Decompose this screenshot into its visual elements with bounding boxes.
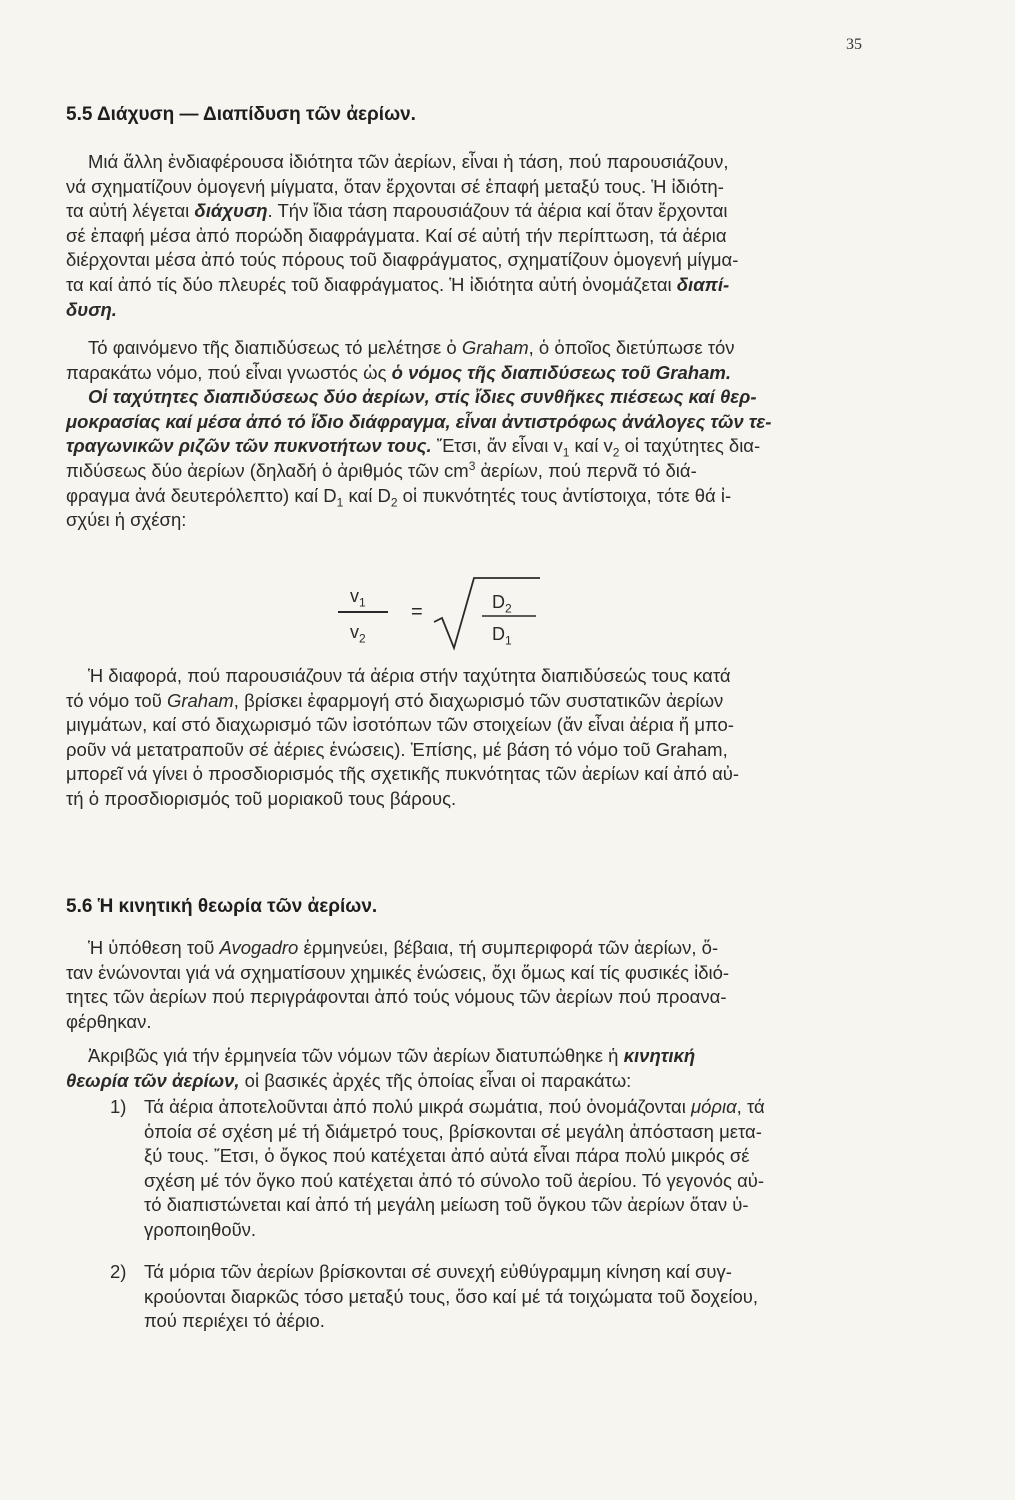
section-heading-5-6: 5.6 Ἡ κινητική θεωρία τῶν ἀερίων. <box>66 896 378 917</box>
graham-law-formula <box>320 574 560 664</box>
term-diachysi: διάχυση <box>194 200 268 222</box>
text-line: φέρθηκαν. <box>66 1010 152 1032</box>
text-line: ταν ἑνώνονται γιά νά σχηματίσουν χημικές ἑνώσεις, ὄχι ὅμως καί τίς φυσικές ἰδιό- <box>66 961 730 983</box>
name-graham: Graham <box>461 337 529 358</box>
name-graham: Graham <box>166 689 234 711</box>
list-number: 1) <box>110 1096 127 1117</box>
text-line: Ἡ ὑπόθεση τοῦ Avogadro ἑρμηνεύει, βέβαια, τή συμπεριφορά τῶν ἀερίων, ὅ- <box>88 937 719 958</box>
text-line: τό διαπιστώνεται καί ἀπό τή μεγάλη μείωση τοῦ ὄγκου τῶν ἀερίων ὅταν ὑ- <box>144 1194 749 1216</box>
page-number: 35 <box>846 36 862 53</box>
text-line: σχέση μέ τόν ὄγκο πού κατέχεται ἀπό τό σύνολο τοῦ ἀερίου. Τό γεγονός αὐ- <box>144 1169 765 1191</box>
text-line: τό νόμο τοῦ Graham, βρίσκει ἐφαρμογή στό διαχωρισμό τῶν συστατικῶν ἀερίων <box>66 689 724 711</box>
law-name: ὁ νόμος τῆς διαπιδύσεως τοῦ Graham. <box>391 361 731 383</box>
term-diapidysi: διαπί- <box>676 273 730 295</box>
text-line: ξύ τους. Ἔτσι, ὁ ὄγκος πού κατέχεται ἀπό αὐτά εἶναι πάρα πολύ μικρός σέ <box>144 1145 750 1167</box>
equals-sign: = <box>411 601 423 623</box>
text-line: ροῦν νά μετατραποῦν σέ ἀέριες ἑνώσεις). Ἐπίσης, μέ βάση τό νόμο τοῦ Graham, <box>66 738 728 760</box>
law-statement-line: μοκρασίας καί μέσα ἀπό τό ἴδιο διάφραγμα, εἶναι ἀντιστρόφως ἀνάλογες τῶν τε- <box>66 410 772 432</box>
text-line: τητες τῶν ἀερίων πού περιγράφονται ἀπό τούς νόμους τῶν ἀερίων πού προανα- <box>66 986 727 1008</box>
square-root-icon <box>432 574 542 654</box>
law-statement-line: Οἱ ταχύτητες διαπιδύσεως δύο ἀερίων, στίς ἴδιες συνθῆκες πιέσεως καί θερ- <box>88 386 757 408</box>
formula-d1: $D_1$ <box>492 624 512 648</box>
section-5-5-paragraph-1 <box>66 150 892 322</box>
text-line: νά σχηματίζουν ὁμογενή μίγματα, ὅταν ἔρχονται σέ ἐπαφή μεταξύ τους. Ἡ ἰδιότη- <box>66 175 724 197</box>
text-line: θεωρία τῶν ἀερίων, οἱ βασικές ἀρχές τῆς ὁποίας εἶναι οἱ παρακάτω: <box>66 1069 632 1091</box>
text-line: πού περιέχει τό ἀέριο. <box>144 1310 325 1332</box>
text-line: παρακάτω νόμο, πού εἶναι γνωστός ὡς ὁ νόμος τῆς διαπιδύσεως τοῦ Graham. <box>66 361 731 383</box>
section-5-5-paragraph-3 <box>66 664 892 812</box>
text-line: σέ ἐπαφή μέσα ἀπό πορώδη διαφράγματα. Καί σέ αὐτή τήν περίπτωση, τά ἀέρια <box>66 224 727 246</box>
section-5-6-paragraph-1 <box>66 936 892 1034</box>
formula-d2: $D_2$ <box>492 592 512 616</box>
text-line: Τά ἀέρια ἀποτελοῦνται ἀπό πολύ μικρά σωμάτια, πού ὀνομάζονται μόρια, τά <box>144 1096 765 1117</box>
term-moria: μόρια <box>690 1096 737 1117</box>
text-line: τραγωνικῶν ριζῶν τῶν πυκνοτήτων τους. Ἔτσι, ἄν εἶναι $v_1$ καί $v_2$ οἱ ταχύτητες δια- <box>66 435 761 461</box>
text-line: Τό φαινόμενο τῆς διαπιδύσεως τό μελέτησε ὁ Graham, ὁ ὁποῖος διετύπωσε τόν <box>88 337 735 358</box>
text-line: Ἡ διαφορά, πού παρουσιάζουν τά ἀέρια στήν ταχύτητα διαπιδύσεώς τους κατά <box>88 665 731 686</box>
formula-v1: $v_1$ <box>350 586 366 610</box>
text-line: Τά μόρια τῶν ἀερίων βρίσκονται σέ συνεχή εὐθύγραμμη κίνηση καί συγ- <box>144 1261 732 1282</box>
section-heading-5-5: 5.5 Διάχυση — Διαπίδυση τῶν ἀερίων. <box>66 104 416 125</box>
formula-v2: $v_2$ <box>350 622 366 646</box>
name-avogadro: Avogadro <box>219 937 299 958</box>
text-line: σχύει ἡ σχέση: <box>66 509 187 531</box>
text-line: πιδύσεως δύο ἀερίων (δηλαδή ὁ ἀριθμός τῶν $cm^3$ ἀερίων, πού περνᾶ τό διά- <box>66 458 697 481</box>
list-item-body <box>144 1095 904 1243</box>
text-line: τή ὁ προσδιορισμός τοῦ μοριακοῦ τους βάρους. <box>66 787 457 809</box>
text-line: τα αὐτή λέγεται διάχυση. Τήν ἴδια τάση παρουσιάζουν τά ἀέρια καί ὅταν ἔρχονται <box>66 200 728 222</box>
text-line: μπορεῖ νά γίνει ὁ προσδιορισμός τῆς σχετικῆς πυκνότητας τῶν ἀερίων καί ἀπό αὐ- <box>66 763 740 785</box>
text-line: τα καί ἀπό τίς δύο πλευρές τοῦ διαφράγματος. Ἡ ἰδιότητα αὐτή ὀνομάζεται διαπί- <box>66 273 730 295</box>
text-line: Ἀκριβῶς γιά τήν ἑρμηνεία τῶν νόμων τῶν ἀερίων διατυπώθηκε ἡ κινητική <box>88 1045 696 1066</box>
text-line: διέρχονται μέσα ἀπό τούς πόρους τοῦ διαφράγματος, σχηματίζουν ὁμογενή μίγμα- <box>66 249 739 271</box>
section-5-6-paragraph-2 <box>66 1044 892 1093</box>
term-diapidysi-end: δυση. <box>66 298 117 320</box>
text-line: γροποιηθοῦν. <box>144 1218 257 1240</box>
text-line: φραγμα ἀνά δευτερόλεπτο) καί $D_1$ καί $D_2$ οἱ πυκνότητές τους ἀντίστοιχα, τότε θά ἰ- <box>66 484 732 510</box>
text-line: κρούονται διαρκῶς τόσο μεταξύ τους, ὅσο καί μέ τά τοιχώματα τοῦ δοχείου, <box>144 1285 759 1307</box>
text-line: ὁποία σέ σχέση μέ τή διάμετρό τους, βρίσκονται σέ μεγάλη ἀπόσταση μετα- <box>144 1120 762 1142</box>
term-kinetic-theory: θεωρία τῶν ἀερίων, <box>66 1069 240 1091</box>
term-kinetic: κινητική <box>623 1045 696 1066</box>
section-5-5-paragraph-2 <box>66 336 892 533</box>
text-line: Μιά ἄλλη ἐνδιαφέρουσα ἰδιότητα τῶν ἀερίων, εἶναι ἡ τάση, πού παρουσιάζουν, <box>88 151 729 172</box>
text-line: μιγμάτων, καί στό διαχωρισμό τῶν ἰσοτόπων τῶν στοιχείων (ἄν εἶναι ἀέρια ἤ μπο- <box>66 714 734 736</box>
list-number: 2) <box>110 1261 127 1282</box>
list-item-body <box>144 1260 904 1334</box>
fraction-bar <box>338 611 388 613</box>
